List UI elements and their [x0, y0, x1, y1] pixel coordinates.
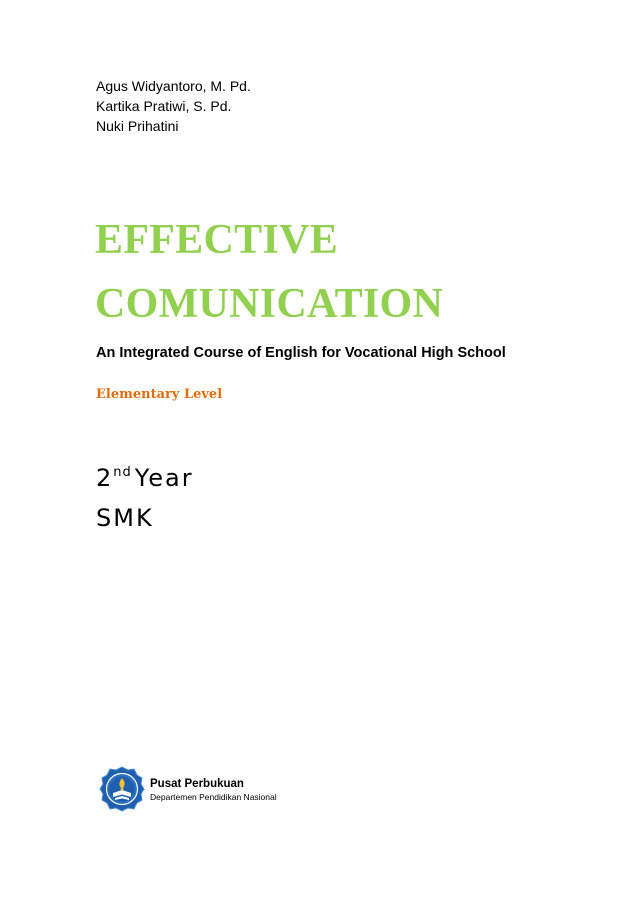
- author-name: Agus Widyantoro, M. Pd.: [96, 78, 251, 94]
- author-name: Nuki Prihatini: [96, 118, 179, 134]
- book-subtitle: An Integrated Course of English for Vocational High School: [96, 345, 506, 361]
- year-number: 2: [96, 464, 114, 492]
- year-label: [96, 456, 194, 495]
- year-ordinal-suffix: nd: [113, 465, 132, 480]
- year-word: Year: [134, 464, 194, 492]
- book-title: [95, 208, 443, 336]
- tut-wuri-handayani-emblem-icon: [99, 766, 145, 812]
- school-label: SMK: [96, 504, 154, 532]
- author-name: Kartika Pratiwi, S. Pd.: [96, 98, 232, 114]
- book-title-line-1: EFFECTIVE: [95, 217, 339, 263]
- book-title-line-2: COMUNICATION: [95, 281, 444, 327]
- author-list: [96, 76, 251, 136]
- level-label: Elementary Level: [96, 387, 223, 402]
- publisher-block: [150, 777, 277, 803]
- publisher-name: Pusat Perbukuan: [150, 778, 244, 790]
- publisher-department: Departemen Pendidikan Nasional: [150, 792, 277, 802]
